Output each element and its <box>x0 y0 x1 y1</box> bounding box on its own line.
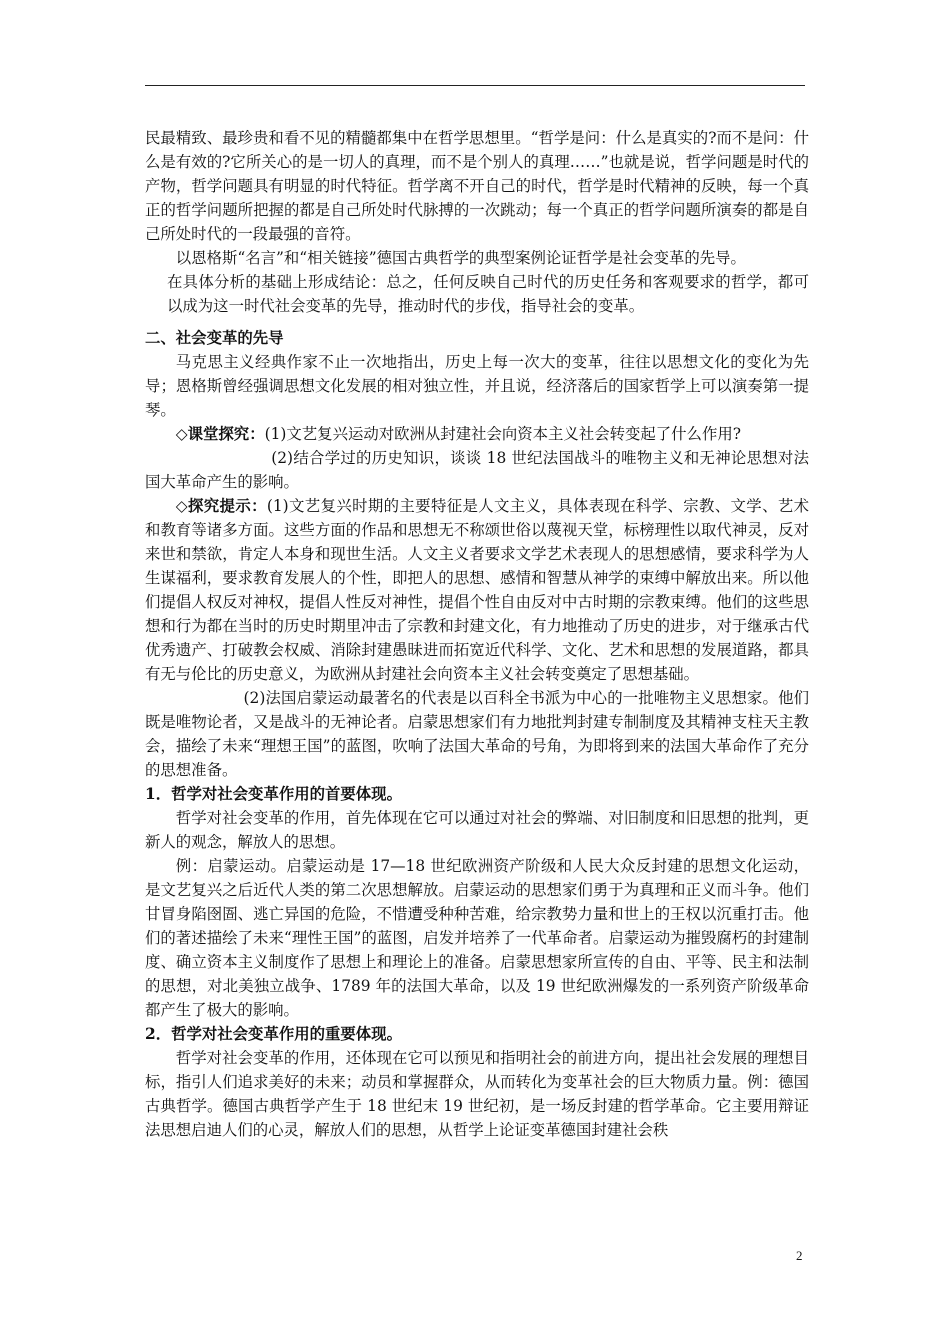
hint-answer-1: (1)文艺复兴时期的主要特征是人文主义，具体表现在科学、宗教、文学、艺术和教育等诸多方面。这些方面的作品和思想无不称颂世俗以蔑视天堂，标榜理性以取代神灵，反对来世和禁欲，肯定人本身和现世生活。人文主义者要求文学艺术表现人的思想感情，要求科学为人生谋福利，要求教育发展人的个性，即把人的思想、感情和智慧从神学的束缚中解放出来。所以他们提倡人权反对神权，提倡人性反对神性，提倡个性自由反对中古时期的宗教束缚。他们的这些思想和行为都在当时的历史时期里冲击了宗教和封建文化，有力地推动了历史的进步，对于继承古代优秀遗产、打破教会权威、消除封建愚昧进而拓宽近代科学、文化、艺术和思想的发展道路，都具有无与伦比的历史意义，为欧洲从封建社会向资本主义社会转变奠定了思想基础。 <box>145 497 809 683</box>
paragraph-era-philosophy: 民最精致、最珍贵和看不见的精髓都集中在哲学思想里。“哲学是问：什么是真实的?而不是问：什么是有效的?它所关心的是一切人的真理，而不是个别人的真理……”也就是说，哲学问题是时代的产物，哲学问题具有明显的时代特征。哲学离不开自己的时代，哲学是时代精神的反映，每一个真正的哲学问题所把握的都是自己所处时代脉搏的一次跳动；每一个真正的哲学问题所演奏的都是自己所处时代的一段最强的音符。 <box>145 129 809 243</box>
hint-answer-2: (2)法国启蒙运动最著名的代表是以百科全书派为中心的一批唯物主义思想家。他们既是唯物论者，又是战斗的无神论者。启蒙思想家们有力地批判封建专制制度及其精神支柱天主教会，描绘了未来“理想王国”的蓝图，吹响了法国大革命的号角，为即将到来的法国大革命作了充分的思想准备。 <box>145 689 809 779</box>
heading-primary-role: 1．哲学对社会变革作用的首要体现。 <box>145 785 402 803</box>
paragraph-guiding-role: 哲学对社会变革的作用，还体现在它可以预见和指明社会的前进方向，提出社会发展的理想目标，指引人们追求美好的未来；动员和掌握群众，从而转化为变革社会的巨大物质力量。例：德国古典哲学。德国古典哲学产生于 18 世纪末 19 世纪初，是一场反封建的哲学革命。它主要用辩证法思想启迪人们的心灵，解放人们的思想，从哲学上论证变革德国封建社会秩 <box>145 1049 809 1139</box>
paragraph-marxist-view: 马克思主义经典作家不止一次地指出，历史上每一次大的变革，往往以思想文化的变化为先导；恩格斯曾经强调思想文化发展的相对独立性，并且说，经济落后的国家哲学上可以演奏第一提琴。 <box>145 353 809 419</box>
explore-label: ◇课堂探究： <box>175 425 265 443</box>
paragraph-conclusion: 在具体分析的基础上形成结论：总之，任何反映自己时代的历史任务和客观要求的哲学，都可以成为这一时代社会变革的先导，推动时代的步伐，指导社会的变革。 <box>167 273 809 315</box>
heading-important-role: 2．哲学对社会变革作用的重要体现。 <box>145 1025 402 1043</box>
document-body <box>145 126 809 1142</box>
paragraph-engels-example: 以恩格斯“名言”和“相关链接”德国古典哲学的典型案例论证哲学是社会变革的先导。 <box>175 249 746 267</box>
section-heading-vanguard: 二、社会变革的先导 <box>145 329 284 347</box>
explore-hint-1 <box>145 494 809 686</box>
explore-question-2: (2)结合学过的历史知识，谈谈 18 世纪法国战斗的唯物主义和无神论思想对法国大革命产生的影响。 <box>145 449 809 491</box>
header-rule <box>145 85 805 86</box>
paragraph-enlightenment-example: 例：启蒙运动。启蒙运动是 17—18 世纪欧洲资产阶级和人民大众反封建的思想文化运动，是文艺复兴之后近代人类的第二次思想解放。启蒙运动的思想家们勇于为真理和正义而斗争。他们甘冒身陷囹圄、逃亡异国的危险，不惜遭受种种苦难，给宗教势力量和世上的王权以沉重打击。他们的著述描绘了未来“理性王国”的蓝图，启发并培养了一代革命者。启蒙运动为摧毁腐朽的封建制度、确立资本主义制度作了思想上和理论上的准备。启蒙思想家所宣传的自由、平等、民主和法制的思想，对北美独立战争、1789 年的法国大革命，以及 19 世纪欧洲爆发的一系列资产阶级革命都产生了极大的影响。 <box>145 857 809 1019</box>
hint-label: ◇探究提示： <box>175 497 267 515</box>
classroom-explore-q1 <box>145 422 809 446</box>
paragraph-critique-role: 哲学对社会变革的作用，首先体现在它可以通过对社会的弊端、对旧制度和旧思想的批判，更新人的观念，解放人的思想。 <box>145 809 809 851</box>
page-number: 2 <box>796 1248 803 1263</box>
explore-question-1: (1)文艺复兴运动对欧洲从封建社会向资本主义社会转变起了什么作用? <box>264 425 741 443</box>
